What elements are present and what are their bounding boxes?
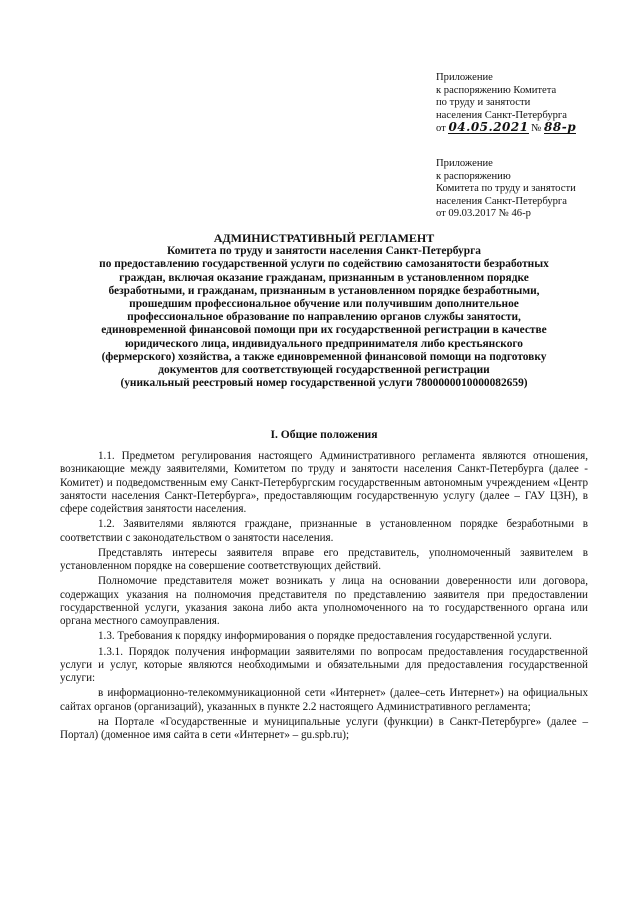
paragraph: Полномочие представителя может возникать у лица на основании доверенности или договора, содержащих указания на полномочия представителя по представлению заявителя при предоставлении государственной услуги, указания закона либо акта уполномоченного на то государственного органа или органа местного самоуправления.	[60, 575, 588, 627]
annex-line: к распоряжению	[436, 170, 511, 182]
title-line: юридического лица, индивидуального предпринимателя либо крестьянского	[125, 337, 523, 350]
date-prefix: от	[436, 123, 446, 135]
paragraph: 1.1. Предметом регулирования настоящего Административного регламента являются отношения, возникающие между заявителями, Комитетом по труду и занятости населения Санкт-Петербурга (далее - Комитет) и подведомственным ему Санкт-Петербургским государственным автономным учреждением «Центр занятости населения Санкт-Петербурга», предоставляющим государственную услугу (далее – ГАУ ЦЗН), в сфере содействия занятости населения.	[60, 450, 588, 515]
section-heading: I. Общие положения	[270, 428, 378, 441]
title-line: профессиональное образование по направлению органов службы занятости,	[127, 311, 521, 324]
paragraph: 1.2. Заявителями являются граждане, признанные в установленном порядке безработными в соответствии с законодательством о занятости населения.	[60, 518, 588, 544]
annex-line: по труду и занятости	[436, 97, 531, 109]
paragraph: 1.3. Требования к порядку информирования о порядке предоставления государственной услуги.	[98, 630, 552, 643]
paragraph: Представлять интересы заявителя вправе его представитель, уполномоченный заявителем в установленном порядке на совершение соответствующих действий.	[60, 546, 588, 572]
annex-line: населения Санкт-Петербурга	[436, 109, 567, 121]
handwritten-date: 04.05.2021	[448, 120, 529, 135]
paragraph: в информационно-телекоммуникационной сети «Интернет» (далее–сеть Интернет») на официальных сайтах органов (организаций), указанных в пункте 2.2 настоящего Административного регламента;	[60, 687, 588, 713]
paragraph: на Портале «Государственные и муниципальные услуги (функции) в Санкт-Петербурге» (далее – Портал) (доменное имя сайта в сети «Интернет» – gu.spb.ru);	[60, 715, 588, 741]
title-line: безработными, и гражданам, признанным в установленном порядке безработными,	[108, 284, 540, 297]
document-body	[60, 450, 588, 742]
annex-line: Приложение	[436, 158, 493, 169]
annex-line: от 09.03.2017 № 46-р	[436, 208, 531, 220]
document-title	[60, 232, 588, 390]
number-label: №	[531, 123, 542, 135]
handwritten-number: 88-р	[544, 120, 577, 135]
paragraph: 1.3.1. Порядок получения информации заявителями по вопросам предоставления государственной услуги и услуг, которые являются необходимыми и обязательными для предоставления государственной услуги:	[60, 645, 588, 684]
annex-current-block	[436, 72, 576, 136]
title-line: граждан, включая оказание гражданам, признанным в установленном порядке	[119, 271, 529, 284]
annex-date-line	[436, 122, 576, 136]
title-line: по предоставлению государственной услуги по содействию самозанятости безработных	[99, 258, 549, 271]
annex-line: Комитета по труду и занятости	[436, 183, 576, 195]
annex-original-block	[436, 158, 576, 221]
title-line: (уникальный реестровый номер государственной услуги 7800000010000082659)	[120, 377, 528, 390]
annex-line: населения Санкт-Петербурга	[436, 195, 567, 207]
title-line: Комитета по труду и занятости населения Санкт-Петербурга	[167, 245, 481, 258]
annex-line: Приложение	[436, 72, 493, 83]
title-line: единовременной финансовой помощи при их государственной регистрации в качестве	[101, 324, 547, 337]
title-main: АДМИНИСТРАТИВНЫЙ РЕГЛАМЕНТ	[213, 231, 435, 245]
title-line: прошедшим профессиональное обучение или получившим дополнительное	[129, 298, 519, 311]
title-line: (фермерского) хозяйства, а также единовременной финансовой помощи на подготовку	[101, 350, 547, 363]
title-line: документов для соответствующей государственной регистрации	[158, 364, 490, 377]
annex-line: к распоряжению Комитета	[436, 84, 557, 96]
